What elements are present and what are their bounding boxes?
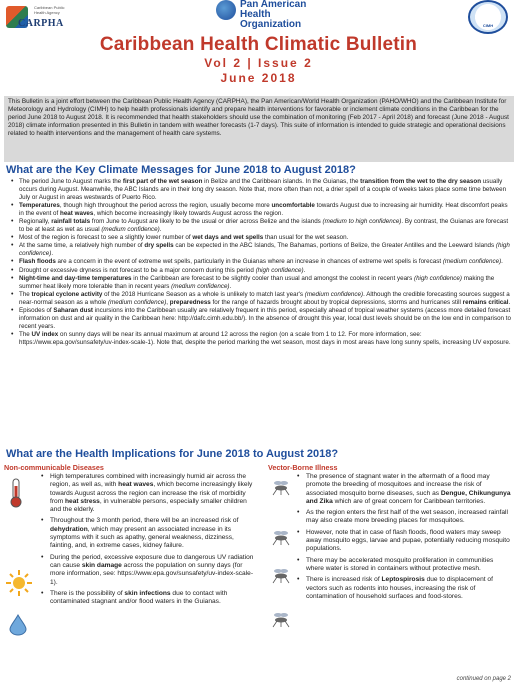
text-run: , which may present an associated increase in its symptoms with it such as apathy, general weakness, dizziness, fainting, and, in extreme cases, kidney failure. [50, 525, 234, 550]
vector-subheading: Vector-Borne Illness [268, 463, 338, 472]
text-run: The [19, 330, 32, 338]
text-run: , [166, 298, 170, 306]
carpha-logo-caption: Caribbean Public Health Agency [34, 5, 65, 15]
thermometer-icon [8, 478, 24, 508]
text-run: dehydration [50, 525, 88, 533]
text-run: on sunny days will be near its annual maximum at around 12 across the region (on a scale from 1 to 12. For more information, see: https://www.epa.gov/sunsafety/uv-index-scale-1). Note that, despite the period marking the wet season, most days in most areas have long sunny spells, increasing UV exposure. [19, 330, 511, 346]
bulletin-volume: Vol 2 | Issue 2 [204, 56, 313, 70]
mosquito-icon [270, 566, 292, 584]
vector-list [296, 473, 511, 601]
text-run: (medium confidence) [101, 226, 160, 234]
text-run: . [501, 258, 503, 266]
text-run: in the Caribbean are forecast to be slightly cooler than usual and amongst the coolest in recent years [131, 274, 414, 282]
text-run: However, note that in case of flash floods, flood waters may sweep away mosquito eggs, larvae and pupae, potentially reducing mosquito populations. [306, 528, 510, 553]
bulletin-date: June 2018 [220, 71, 297, 85]
text-run: Flash floods [19, 258, 56, 266]
text-run: The [19, 290, 32, 298]
text-run: due to displacement of vectors such as rodents into houses, increasing the risk of contamination of household surfaces and food-stores. [306, 576, 493, 600]
paho-logo [216, 0, 336, 34]
climate-messages-list [10, 178, 512, 347]
text-run: There is the possibility of [50, 589, 125, 597]
text-run: incursions into the Caribbean usually are relatively frequent in this period, especially ahead of tropical weather systems (access more detailed forecast information on dust and air quality in the Caribbean here: http://dafc.cimh.edu.bb/). In the absence of drought this year, local dust levels should be on the low end in comparison to recent years. [19, 306, 511, 330]
text-run: . [159, 226, 162, 234]
ncd-item [40, 517, 255, 550]
text-run: rainfall totals [51, 218, 91, 226]
text-run: Dengue, Chikungunya and Zika [306, 489, 511, 505]
text-run: (medium confidence) [171, 282, 230, 290]
climate-message-item [10, 218, 512, 234]
text-run: (medium confidence) [442, 258, 502, 266]
climate-message-item [10, 258, 512, 266]
text-run: skin infections [124, 589, 171, 597]
ncd-subheading: Non-communicable Diseases [4, 463, 104, 472]
vector-item [296, 509, 511, 526]
mosquito-icon [270, 528, 292, 546]
text-run: dry spells [144, 242, 174, 250]
text-run: Episodes of [19, 306, 54, 314]
text-run: tropical cyclone activity [31, 290, 103, 298]
text-run: (medium confidence) [107, 298, 167, 306]
text-run: (medium confidence) [304, 290, 364, 298]
mosquito-icon [270, 478, 292, 496]
text-run: Leptospirosis [381, 576, 425, 584]
ncd-item [40, 554, 255, 587]
text-run: wet days and wet spells [192, 234, 264, 242]
text-run: heat waves [118, 481, 154, 489]
climate-message-item [10, 178, 512, 202]
text-run: , which become increasingly likely towards August across the region can increase the risk of morbidity from [50, 481, 253, 505]
vector-column [296, 473, 511, 604]
text-run: heat stress [65, 497, 100, 505]
vector-item [296, 576, 511, 601]
text-run: The period June to August marks the [19, 178, 123, 185]
text-run: which are of great concern for Caribbean territories. [332, 497, 486, 505]
ncd-list [40, 473, 255, 606]
climate-message-item [10, 307, 512, 331]
text-run: There may be accelerated mosquito proliferation in communities where water is stored in containers without protective mesh. [306, 556, 494, 572]
text-run: Temperatures [19, 202, 60, 210]
bulletin-header [0, 0, 517, 86]
text-run: transition from the wet to the dry season [360, 178, 482, 185]
carpha-logo [4, 2, 84, 32]
text-run: The presence of stagnant water in the aftermath of a flood may promote the breeding of mosquitoes and increase the risk of associated mosquito borne diseases, such as [306, 473, 490, 497]
text-run: Regionally, [19, 218, 52, 226]
climate-message-item [10, 242, 512, 258]
paho-globe-icon [216, 0, 236, 20]
climate-message-item [10, 331, 512, 347]
climate-message-item [10, 275, 512, 291]
ncd-column [40, 473, 255, 609]
cimh-logo-text: CIMH [482, 23, 494, 28]
text-run: than usual for the wet season. [263, 234, 349, 242]
text-run: can be expected in the ABC Islands, The Bahamas, portions of Belize, the Greater Antilles and the Leeward Islands [173, 242, 496, 250]
vector-item [296, 473, 511, 506]
text-run: . [303, 266, 306, 274]
text-run: . Although the credible forecasting sources suggest a near-normal season as a whole [19, 290, 510, 306]
climate-message-item [10, 234, 512, 242]
text-run: across the population on sunny days (for more information, see: https://www.epa.gov/sunsafety/uv-index-scale-1). [50, 561, 254, 586]
text-run: (high confidence) [19, 242, 510, 258]
bulletin-title: Caribbean Health Climatic Bulletin [99, 34, 418, 55]
text-run: (medium to high confidence) [322, 218, 402, 226]
sun-icon [6, 570, 32, 596]
text-run: . By contrast, the Guianas are forecast to be at least as wet as usual [19, 218, 509, 234]
text-run: Most of the region is forecast to see a slightly lower number of [19, 234, 193, 242]
paho-line-2: Health [240, 9, 271, 20]
text-run: towards August due to increasing air humidity. Heat discomfort peaks in the event of [19, 202, 508, 218]
text-run: preparedness [169, 298, 211, 306]
climate-message-item [10, 291, 512, 307]
text-run: . [508, 298, 511, 306]
ncd-item [40, 590, 255, 607]
text-run: (high confidence) [255, 266, 304, 274]
text-run: of the 2018 Hurricane Season as a whole is unlikely to match last year's [102, 290, 305, 298]
text-run: uncomfortable [271, 202, 315, 210]
text-run: Drought or excessive dryness is not forecast to be a major concern during this period [19, 266, 256, 274]
vector-item [296, 557, 511, 574]
text-run: from June to August are likely to be the usual or drier across Belize and the islands [90, 218, 323, 226]
vector-item [296, 529, 511, 554]
health-implications-heading: What are the Health Implications for June 2018 to August 2018? [6, 448, 339, 460]
paho-line-3: Organization [240, 19, 302, 30]
text-run: , though high throughout the period across the region, usually become more [59, 202, 272, 210]
text-run: UV index [31, 330, 59, 338]
text-run: Saharan dust [53, 306, 93, 314]
text-run: usually occurs during August. Meanwhile, the ABC Islands are in their long dry season. Note that, more often than not, a drier spell of a couple of weeks takes place some time between July or August in areas westwards of Puerto Rico. [19, 178, 507, 202]
intro-paragraph: This Bulletin is a joint effort between the Caribbean Public Health Agency (CARPHA), the Pan American/World Health Organization (PAHO/WHO) and the Caribbean Institute for Meteorology and Hydrology (CIMH) to help health professionals identify and prepare health interventions for favorable or inclement climate conditions in the Caribbean for the period June 2018 to August 2018. It is recommended that health stakeholders should use the combination of monitoring (Feb 2017 - April 2018) and forecast (June 2018 - August 2018) climate information presented in this Bulletin in tandem with weather forecasts (1-7 days). This suite of information is intended to guide strategic and operational decisions related to health interventions and the management of health care systems. [4, 96, 514, 162]
text-run: . [229, 282, 232, 290]
cimh-logo [468, 0, 508, 34]
water-drop-icon [8, 614, 28, 636]
text-run: At the same time, a relatively high number of [19, 242, 145, 250]
text-run: There is increased risk of [306, 576, 382, 584]
text-run: Throughout the 3 month period, there will be an increased risk of [50, 517, 239, 525]
continued-note: continued on page 2 [456, 676, 511, 682]
text-run: Night-time and day-time temperatures [19, 274, 132, 282]
climate-message-item [10, 267, 512, 275]
text-run: , which become increasingly likely towards August across the region. [93, 210, 284, 218]
text-run: heat waves [60, 210, 94, 218]
climate-messages-heading: What are the Key Climate Messages for June 2018 to August 2018? [6, 164, 356, 176]
text-run: making the summer heat likely more tolerable than in recent years [19, 274, 495, 290]
text-run: High temperatures combined with increasingly humid air across the region, as well as, with [50, 473, 247, 489]
climate-message-item [10, 202, 512, 218]
text-run: due to contact with contaminated stagnant and/or flood waters in the Guianas. [50, 589, 228, 606]
text-run: , in vulnerable persons, especially smaller children and the elderly. [50, 497, 247, 514]
text-run: skin damage [81, 561, 122, 569]
text-run: As the region enters the first half of the wet season, increased rainfall may also create more breeding places for mosquitoes. [306, 509, 508, 525]
text-run: first part of the wet season [122, 178, 203, 185]
carpha-logo-name: CARPHA [18, 18, 64, 29]
text-run: . [51, 250, 54, 258]
paho-line-1: Pan American [240, 0, 307, 10]
ncd-item [40, 473, 255, 514]
text-run: for the range of hazards brought about by tropical depressions, storms and hurricanes still [210, 298, 463, 306]
mosquito-icon [270, 610, 292, 628]
paho-logo-text [240, 0, 306, 30]
text-run: During the period, excessive exposure due to dangerous UV radiation can cause [50, 553, 254, 569]
text-run: in Belize and the Caribbean islands. In the Guianas, the [202, 178, 361, 185]
text-run: are a concern in the event of extreme wet spells, particularly in the Guianas where an increase in chances of extreme wet spells is forecast [55, 258, 443, 266]
text-run: remains critical [462, 298, 509, 306]
text-run: (high confidence) [414, 274, 462, 282]
